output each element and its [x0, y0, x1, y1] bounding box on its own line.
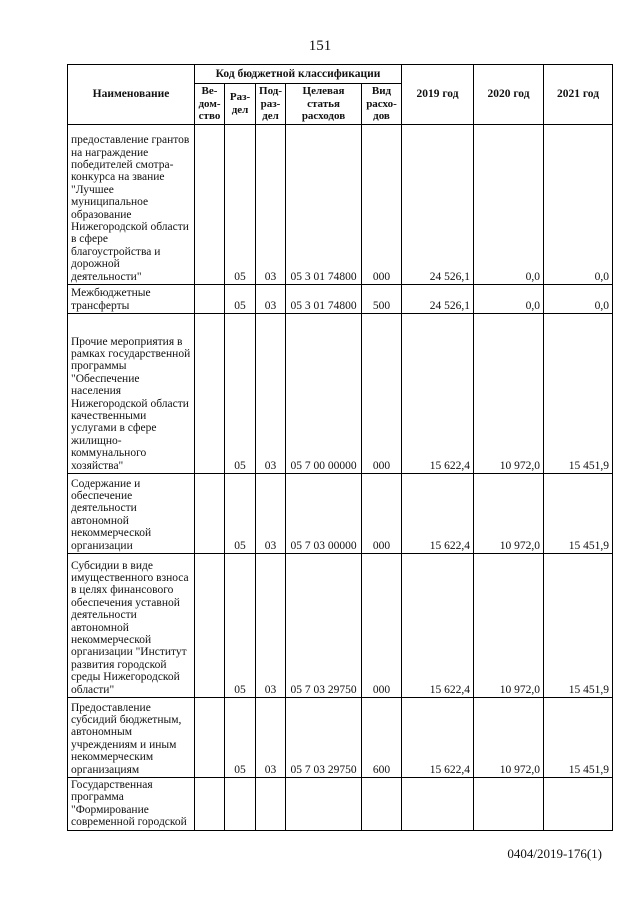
- header-2019: 2019 год: [402, 65, 474, 125]
- row-celevaya: 05 7 00 00000: [286, 314, 362, 474]
- row-razdel: [225, 778, 256, 831]
- row-2020: 10 972,0: [474, 554, 544, 698]
- row-celevaya: 05 7 03 29750: [286, 698, 362, 778]
- row-name: Предоставление субсидий бюджетным, автономным учреждениям и иным некоммерческим организациям: [68, 698, 195, 778]
- row-vedomstvo: [195, 474, 225, 554]
- row-podrazdel: 03: [256, 554, 286, 698]
- row-2020: 10 972,0: [474, 314, 544, 474]
- row-2020: 0,0: [474, 125, 544, 285]
- row-podrazdel: 03: [256, 474, 286, 554]
- row-name: Прочие мероприятия в рамках государственной программы "Обеспечение населения Нижегородской области качественными услугами в сфере жилищно-коммунального хозяйства": [68, 314, 195, 474]
- row-2021: 15 451,9: [544, 698, 613, 778]
- row-2019: 15 622,4: [402, 314, 474, 474]
- row-podrazdel: [256, 778, 286, 831]
- row-2019: 24 526,1: [402, 285, 474, 314]
- row-2021: 15 451,9: [544, 474, 613, 554]
- row-vid: 000: [362, 474, 402, 554]
- table-row: [68, 474, 613, 554]
- row-2021: 15 451,9: [544, 554, 613, 698]
- row-name: Содержание и обеспечение деятельности автономной некоммерческой организации: [68, 474, 195, 554]
- row-name: Межбюджетные трансферты: [68, 285, 195, 314]
- row-2021: 0,0: [544, 285, 613, 314]
- row-2021: [544, 778, 613, 831]
- row-podrazdel: 03: [256, 125, 286, 285]
- row-razdel: 05: [225, 698, 256, 778]
- row-podrazdel: 03: [256, 285, 286, 314]
- row-podrazdel: 03: [256, 698, 286, 778]
- table-row: [68, 314, 613, 474]
- row-2019: [402, 778, 474, 831]
- row-2021: 0,0: [544, 125, 613, 285]
- header-podrazdel: Под- раз- дел: [256, 84, 286, 125]
- row-razdel: 05: [225, 474, 256, 554]
- header-2020: 2020 год: [474, 65, 544, 125]
- row-razdel: 05: [225, 554, 256, 698]
- table-row: [68, 285, 613, 314]
- row-2019: 24 526,1: [402, 125, 474, 285]
- row-2021: 15 451,9: [544, 314, 613, 474]
- row-vedomstvo: [195, 778, 225, 831]
- row-vid: [362, 778, 402, 831]
- row-name: предоставление грантов на награждение победителей смотра-конкурса на звание "Лучшее муниципальное образование Нижегородской области в сфере благоустройства и дорожной деятельности": [68, 125, 195, 285]
- table-row: [68, 698, 613, 778]
- table-row: [68, 554, 613, 698]
- row-2020: 10 972,0: [474, 698, 544, 778]
- row-name: Субсидии в виде имущественного взноса в целях финансового обеспечения уставной деятельности автономной некоммерческой организации "Институт развития городской среды Нижегородской области": [68, 554, 195, 698]
- header-vedomstvo: Ве- дом- ство: [195, 84, 225, 125]
- header-vid: Вид расхо- дов: [362, 84, 402, 125]
- header-name: Наименование: [68, 65, 195, 125]
- header-2021: 2021 год: [544, 65, 613, 125]
- row-vedomstvo: [195, 314, 225, 474]
- table-row: [68, 778, 613, 831]
- row-vid: 000: [362, 554, 402, 698]
- row-2019: 15 622,4: [402, 554, 474, 698]
- row-name: Государственная программа "Формирование современной городской: [68, 778, 195, 831]
- header-row-top: [68, 65, 613, 84]
- row-vedomstvo: [195, 125, 225, 285]
- row-celevaya: 05 3 01 74800: [286, 125, 362, 285]
- row-vid: 600: [362, 698, 402, 778]
- row-vid: 500: [362, 285, 402, 314]
- row-2020: 0,0: [474, 285, 544, 314]
- row-vid: 000: [362, 314, 402, 474]
- row-2019: 15 622,4: [402, 474, 474, 554]
- header-celevaya: Целевая статья расходов: [286, 84, 362, 125]
- row-celevaya: 05 7 03 00000: [286, 474, 362, 554]
- row-podrazdel: 03: [256, 314, 286, 474]
- row-razdel: 05: [225, 314, 256, 474]
- row-celevaya: [286, 778, 362, 831]
- row-vid: 000: [362, 125, 402, 285]
- row-razdel: 05: [225, 125, 256, 285]
- row-2019: 15 622,4: [402, 698, 474, 778]
- row-vedomstvo: [195, 285, 225, 314]
- row-vedomstvo: [195, 554, 225, 698]
- page-number: 151: [308, 38, 332, 54]
- row-celevaya: 05 7 03 29750: [286, 554, 362, 698]
- row-2020: [474, 778, 544, 831]
- header-code-group: Код бюджетной классификации: [195, 65, 402, 84]
- header-razdel: Раз- дел: [225, 84, 256, 125]
- table-row: [68, 125, 613, 285]
- row-razdel: 05: [225, 285, 256, 314]
- row-2020: 10 972,0: [474, 474, 544, 554]
- document-code: 0404/2019-176(1): [507, 846, 602, 861]
- row-celevaya: 05 3 01 74800: [286, 285, 362, 314]
- row-vedomstvo: [195, 698, 225, 778]
- budget-table: [67, 64, 613, 831]
